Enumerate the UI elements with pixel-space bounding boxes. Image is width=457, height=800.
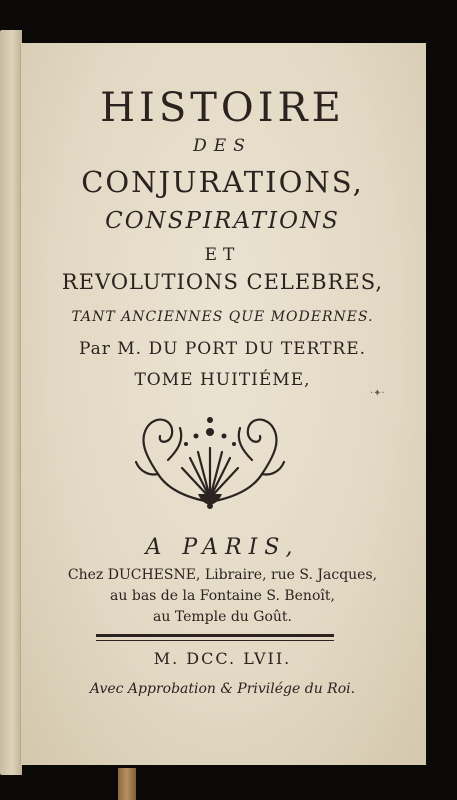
subtitle-anciennes: TANT ANCIENNES QUE MODERNES. xyxy=(71,309,374,325)
divider-rule-thick xyxy=(96,634,334,637)
divider-rule-thin xyxy=(96,640,334,641)
title-des: DES xyxy=(193,136,252,156)
author-line: Par M. DU PORT DU TERTRE. xyxy=(78,339,367,359)
acanthus-fleuron-icon xyxy=(128,410,292,510)
volume-line: TOME HUITIÉME, xyxy=(134,370,311,390)
title-histoire: HISTOIRE xyxy=(100,85,345,131)
imprint-printer: Chez DUCHESNE, Libraire, rue S. Jacques, xyxy=(67,567,378,583)
imprint-address: au bas de la Fontaine S. Benoît, xyxy=(110,588,335,604)
left-page-edge xyxy=(0,30,22,775)
royal-privilege: Avec Approbation & Privilége du Roi. xyxy=(89,681,356,697)
foxing-spot: ·✦· xyxy=(370,388,385,399)
imprint-shop: au Temple du Goût. xyxy=(153,609,292,625)
publication-year: M. DCC. LVII. xyxy=(153,649,292,668)
title-conspirations: CONSPIRATIONS xyxy=(105,208,340,234)
imprint-place: A PARIS, xyxy=(145,535,300,560)
title-conjurations: CONJURATIONS, xyxy=(81,165,364,199)
title-et: ET xyxy=(204,245,241,265)
bookmark-ribbon xyxy=(118,768,136,800)
title-revolutions: REVOLUTIONS CELEBRES, xyxy=(61,270,384,294)
